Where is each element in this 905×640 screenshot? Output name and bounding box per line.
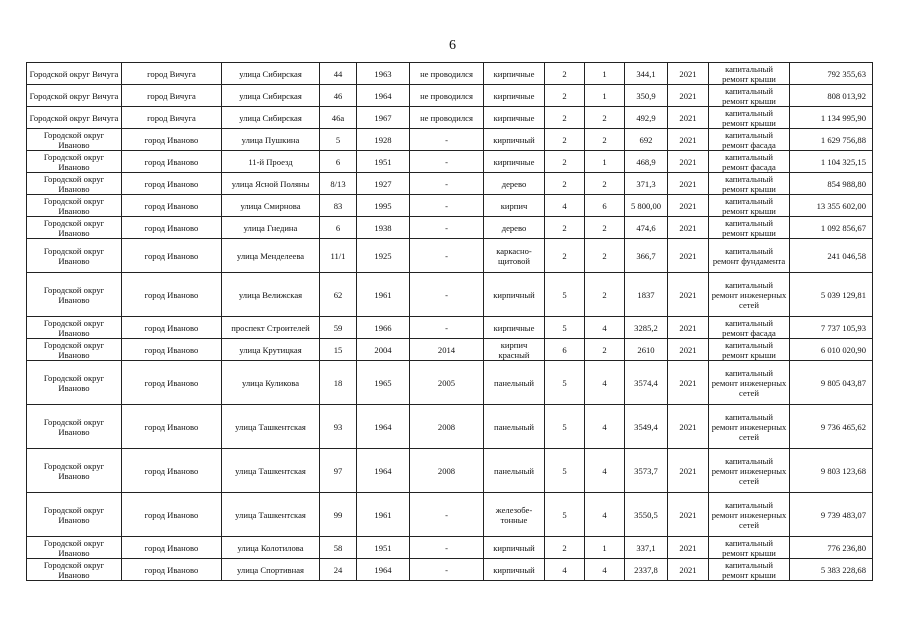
cell-work-type: капитальный ремонт крыши: [709, 559, 790, 581]
table-row: [27, 559, 873, 581]
cell-district: Городской округ Иваново: [27, 317, 122, 339]
cell-floors: 5: [545, 361, 585, 405]
cell-plan-year: 2021: [668, 317, 709, 339]
cell-year-built: 1966: [357, 317, 410, 339]
cell-year-built: 1964: [357, 559, 410, 581]
cell-plan-year: 2021: [668, 273, 709, 317]
cell-house-number: 5: [320, 129, 357, 151]
cell-wall-material: кирпичные: [484, 317, 545, 339]
cell-entrances: 1: [585, 63, 625, 85]
cell-wall-material: кирпичные: [484, 107, 545, 129]
cell-cost: 1 104 325,15: [790, 151, 873, 173]
cell-year-built: 1928: [357, 129, 410, 151]
cell-floors: 5: [545, 405, 585, 449]
cell-district: Городской округ Иваново: [27, 217, 122, 239]
cell-plan-year: 2021: [668, 449, 709, 493]
cell-district: Городской округ Иваново: [27, 537, 122, 559]
cell-last-repair: не проводился: [410, 63, 484, 85]
cell-area: 474,6: [625, 217, 668, 239]
cell-cost: 808 013,92: [790, 85, 873, 107]
cell-city: город Иваново: [122, 151, 222, 173]
cell-district: Городской округ Иваново: [27, 239, 122, 273]
cell-plan-year: 2021: [668, 537, 709, 559]
cell-last-repair: 2008: [410, 405, 484, 449]
cell-year-built: 1963: [357, 63, 410, 85]
cell-work-type: капитальный ремонт крыши: [709, 63, 790, 85]
cell-cost: 9 805 043,87: [790, 361, 873, 405]
cell-entrances: 2: [585, 107, 625, 129]
cell-street: улица Менделеева: [222, 239, 320, 273]
cell-district: Городской округ Иваново: [27, 273, 122, 317]
cell-city: город Вичуга: [122, 107, 222, 129]
cell-district: Городской округ Иваново: [27, 151, 122, 173]
cell-wall-material: панельный: [484, 405, 545, 449]
cell-work-type: капитальный ремонт фундамента: [709, 239, 790, 273]
registry-body: [27, 63, 873, 581]
cell-house-number: 83: [320, 195, 357, 217]
cell-street: улица Крутицкая: [222, 339, 320, 361]
cell-area: 3550,5: [625, 493, 668, 537]
cell-year-built: 1965: [357, 361, 410, 405]
cell-year-built: 1967: [357, 107, 410, 129]
cell-cost: 854 988,80: [790, 173, 873, 195]
cell-city: город Иваново: [122, 317, 222, 339]
cell-year-built: 1951: [357, 537, 410, 559]
cell-floors: 4: [545, 195, 585, 217]
cell-city: город Иваново: [122, 537, 222, 559]
cell-last-repair: -: [410, 559, 484, 581]
cell-entrances: 1: [585, 151, 625, 173]
table-row: [27, 63, 873, 85]
cell-area: 468,9: [625, 151, 668, 173]
cell-city: город Иваново: [122, 361, 222, 405]
cell-floors: 5: [545, 493, 585, 537]
cell-plan-year: 2021: [668, 129, 709, 151]
cell-area: 5 800,00: [625, 195, 668, 217]
cell-city: город Иваново: [122, 195, 222, 217]
table-row: [27, 195, 873, 217]
cell-area: 1837: [625, 273, 668, 317]
cell-last-repair: -: [410, 195, 484, 217]
cell-house-number: 46а: [320, 107, 357, 129]
cell-last-repair: 2005: [410, 361, 484, 405]
cell-last-repair: -: [410, 273, 484, 317]
cell-cost: 9 736 465,62: [790, 405, 873, 449]
cell-area: 344,1: [625, 63, 668, 85]
cell-area: 2610: [625, 339, 668, 361]
cell-floors: 2: [545, 129, 585, 151]
cell-street: улица Спортивная: [222, 559, 320, 581]
cell-house-number: 6: [320, 217, 357, 239]
cell-floors: 2: [545, 63, 585, 85]
cell-area: 366,7: [625, 239, 668, 273]
cell-house-number: 93: [320, 405, 357, 449]
cell-last-repair: -: [410, 317, 484, 339]
cell-floors: 4: [545, 559, 585, 581]
cell-street: улица Ташкентская: [222, 405, 320, 449]
cell-last-repair: не проводился: [410, 107, 484, 129]
cell-entrances: 4: [585, 559, 625, 581]
cell-cost: 5 039 129,81: [790, 273, 873, 317]
cell-work-type: капитальный ремонт инженерных сетей: [709, 405, 790, 449]
cell-district: Городской округ Вичуга: [27, 85, 122, 107]
cell-district: Городской округ Вичуга: [27, 107, 122, 129]
table-row: [27, 217, 873, 239]
cell-street: улица Сибирская: [222, 63, 320, 85]
cell-city: город Иваново: [122, 405, 222, 449]
cell-plan-year: 2021: [668, 493, 709, 537]
cell-year-built: 1925: [357, 239, 410, 273]
table-row: [27, 361, 873, 405]
table-row: [27, 273, 873, 317]
cell-area: 3574,4: [625, 361, 668, 405]
cell-city: город Иваново: [122, 339, 222, 361]
cell-work-type: капитальный ремонт крыши: [709, 217, 790, 239]
cell-house-number: 15: [320, 339, 357, 361]
cell-city: город Иваново: [122, 129, 222, 151]
cell-entrances: 4: [585, 493, 625, 537]
cell-city: город Иваново: [122, 273, 222, 317]
page-number: 6: [449, 38, 456, 53]
cell-year-built: 1951: [357, 151, 410, 173]
cell-year-built: 1995: [357, 195, 410, 217]
table-row: [27, 317, 873, 339]
cell-floors: 2: [545, 173, 585, 195]
cell-entrances: 6: [585, 195, 625, 217]
cell-street: улица Сибирская: [222, 107, 320, 129]
cell-wall-material: кирпичные: [484, 151, 545, 173]
cell-street: улица Велижская: [222, 273, 320, 317]
cell-house-number: 24: [320, 559, 357, 581]
cell-plan-year: 2021: [668, 173, 709, 195]
cell-wall-material: дерево: [484, 217, 545, 239]
cell-area: 3573,7: [625, 449, 668, 493]
table-row: [27, 449, 873, 493]
cell-entrances: 1: [585, 537, 625, 559]
cell-year-built: 1961: [357, 273, 410, 317]
cell-work-type: капитальный ремонт крыши: [709, 195, 790, 217]
cell-last-repair: -: [410, 493, 484, 537]
cell-area: 3549,4: [625, 405, 668, 449]
cell-work-type: капитальный ремонт фасада: [709, 151, 790, 173]
cell-house-number: 59: [320, 317, 357, 339]
cell-year-built: 1964: [357, 85, 410, 107]
cell-floors: 2: [545, 217, 585, 239]
cell-floors: 2: [545, 239, 585, 273]
cell-area: 337,1: [625, 537, 668, 559]
cell-last-repair: -: [410, 217, 484, 239]
cell-floors: 2: [545, 151, 585, 173]
cell-work-type: капитальный ремонт крыши: [709, 537, 790, 559]
cell-house-number: 8/13: [320, 173, 357, 195]
cell-work-type: капитальный ремонт инженерных сетей: [709, 449, 790, 493]
cell-plan-year: 2021: [668, 559, 709, 581]
cell-wall-material: панельный: [484, 361, 545, 405]
table-row: [27, 129, 873, 151]
cell-year-built: 2004: [357, 339, 410, 361]
cell-city: город Иваново: [122, 217, 222, 239]
cell-work-type: капитальный ремонт инженерных сетей: [709, 273, 790, 317]
cell-area: 2337,8: [625, 559, 668, 581]
cell-plan-year: 2021: [668, 151, 709, 173]
cell-last-repair: -: [410, 537, 484, 559]
cell-last-repair: 2008: [410, 449, 484, 493]
cell-street: проспект Строителей: [222, 317, 320, 339]
cell-last-repair: -: [410, 129, 484, 151]
table-row: [27, 85, 873, 107]
cell-entrances: 2: [585, 173, 625, 195]
cell-year-built: 1938: [357, 217, 410, 239]
cell-plan-year: 2021: [668, 195, 709, 217]
cell-floors: 5: [545, 273, 585, 317]
cell-district: Городской округ Иваново: [27, 449, 122, 493]
repair-registry-table: [26, 62, 873, 581]
cell-city: город Иваново: [122, 559, 222, 581]
cell-district: Городской округ Иваново: [27, 339, 122, 361]
cell-floors: 6: [545, 339, 585, 361]
cell-district: Городской округ Иваново: [27, 361, 122, 405]
table-row: [27, 537, 873, 559]
cell-cost: 1 629 756,88: [790, 129, 873, 151]
cell-plan-year: 2021: [668, 85, 709, 107]
cell-wall-material: кирпичный: [484, 537, 545, 559]
cell-work-type: капитальный ремонт инженерных сетей: [709, 361, 790, 405]
cell-street: улица Смирнова: [222, 195, 320, 217]
cell-cost: 776 236,80: [790, 537, 873, 559]
cell-plan-year: 2021: [668, 239, 709, 273]
cell-last-repair: 2014: [410, 339, 484, 361]
cell-last-repair: -: [410, 173, 484, 195]
cell-city: город Иваново: [122, 173, 222, 195]
cell-district: Городской округ Иваново: [27, 173, 122, 195]
cell-work-type: капитальный ремонт крыши: [709, 85, 790, 107]
cell-entrances: 2: [585, 239, 625, 273]
cell-house-number: 97: [320, 449, 357, 493]
cell-street: улица Пушкина: [222, 129, 320, 151]
cell-work-type: капитальный ремонт фасада: [709, 129, 790, 151]
cell-district: Городской округ Иваново: [27, 493, 122, 537]
cell-area: 350,9: [625, 85, 668, 107]
cell-floors: 2: [545, 85, 585, 107]
cell-district: Городской округ Вичуга: [27, 63, 122, 85]
cell-area: 3285,2: [625, 317, 668, 339]
cell-cost: 792 355,63: [790, 63, 873, 85]
cell-floors: 2: [545, 107, 585, 129]
cell-wall-material: железобе-тонные: [484, 493, 545, 537]
cell-year-built: 1927: [357, 173, 410, 195]
cell-work-type: капитальный ремонт фасада: [709, 317, 790, 339]
cell-house-number: 44: [320, 63, 357, 85]
table-row: [27, 239, 873, 273]
cell-last-repair: -: [410, 239, 484, 273]
cell-floors: 5: [545, 317, 585, 339]
cell-work-type: капитальный ремонт крыши: [709, 107, 790, 129]
cell-entrances: 2: [585, 217, 625, 239]
cell-cost: 1 134 995,90: [790, 107, 873, 129]
cell-street: улица Ташкентская: [222, 449, 320, 493]
cell-wall-material: кирпичные: [484, 85, 545, 107]
table-row: [27, 151, 873, 173]
cell-street: улица Ташкентская: [222, 493, 320, 537]
cell-plan-year: 2021: [668, 107, 709, 129]
cell-cost: 5 383 228,68: [790, 559, 873, 581]
cell-floors: 2: [545, 537, 585, 559]
cell-cost: 9 803 123,68: [790, 449, 873, 493]
cell-cost: 1 092 856,67: [790, 217, 873, 239]
cell-last-repair: не проводился: [410, 85, 484, 107]
cell-cost: 6 010 020,90: [790, 339, 873, 361]
cell-entrances: 2: [585, 129, 625, 151]
cell-wall-material: кирпичный: [484, 273, 545, 317]
cell-house-number: 58: [320, 537, 357, 559]
cell-district: Городской округ Иваново: [27, 129, 122, 151]
cell-last-repair: -: [410, 151, 484, 173]
cell-area: 371,3: [625, 173, 668, 195]
cell-house-number: 18: [320, 361, 357, 405]
table-row: [27, 339, 873, 361]
cell-entrances: 1: [585, 85, 625, 107]
cell-area: 492,9: [625, 107, 668, 129]
cell-work-type: капитальный ремонт инженерных сетей: [709, 493, 790, 537]
cell-street: улица Сибирская: [222, 85, 320, 107]
cell-entrances: 4: [585, 449, 625, 493]
cell-work-type: капитальный ремонт крыши: [709, 173, 790, 195]
cell-year-built: 1964: [357, 405, 410, 449]
cell-city: город Иваново: [122, 493, 222, 537]
cell-area: 692: [625, 129, 668, 151]
cell-house-number: 62: [320, 273, 357, 317]
cell-floors: 5: [545, 449, 585, 493]
cell-wall-material: кирпичные: [484, 63, 545, 85]
cell-wall-material: дерево: [484, 173, 545, 195]
cell-street: улица Куликова: [222, 361, 320, 405]
cell-cost: 13 355 602,00: [790, 195, 873, 217]
cell-entrances: 2: [585, 273, 625, 317]
cell-district: Городской округ Иваново: [27, 195, 122, 217]
table-row: [27, 173, 873, 195]
cell-city: город Вичуга: [122, 85, 222, 107]
table-row: [27, 405, 873, 449]
cell-street: улица Гнедина: [222, 217, 320, 239]
cell-street: 11-й Проезд: [222, 151, 320, 173]
cell-house-number: 46: [320, 85, 357, 107]
cell-work-type: капитальный ремонт крыши: [709, 339, 790, 361]
cell-district: Городской округ Иваново: [27, 559, 122, 581]
cell-city: город Иваново: [122, 449, 222, 493]
cell-city: город Иваново: [122, 239, 222, 273]
cell-cost: 9 739 483,07: [790, 493, 873, 537]
cell-year-built: 1964: [357, 449, 410, 493]
cell-plan-year: 2021: [668, 339, 709, 361]
cell-wall-material: кирпичный: [484, 129, 545, 151]
cell-cost: 7 737 105,93: [790, 317, 873, 339]
cell-wall-material: кирпич: [484, 195, 545, 217]
cell-wall-material: панельный: [484, 449, 545, 493]
cell-cost: 241 046,58: [790, 239, 873, 273]
cell-year-built: 1961: [357, 493, 410, 537]
cell-plan-year: 2021: [668, 405, 709, 449]
cell-street: улица Ясной Поляны: [222, 173, 320, 195]
cell-entrances: 2: [585, 339, 625, 361]
cell-entrances: 4: [585, 361, 625, 405]
cell-plan-year: 2021: [668, 217, 709, 239]
cell-house-number: 6: [320, 151, 357, 173]
table-row: [27, 107, 873, 129]
cell-plan-year: 2021: [668, 63, 709, 85]
cell-house-number: 99: [320, 493, 357, 537]
cell-street: улица Колотилова: [222, 537, 320, 559]
table-row: [27, 493, 873, 537]
cell-wall-material: каркасно-щитовой: [484, 239, 545, 273]
cell-wall-material: кирпичный: [484, 559, 545, 581]
cell-city: город Вичуга: [122, 63, 222, 85]
cell-wall-material: кирпич красный: [484, 339, 545, 361]
cell-entrances: 4: [585, 317, 625, 339]
cell-plan-year: 2021: [668, 361, 709, 405]
cell-house-number: 11/1: [320, 239, 357, 273]
cell-district: Городской округ Иваново: [27, 405, 122, 449]
cell-entrances: 4: [585, 405, 625, 449]
